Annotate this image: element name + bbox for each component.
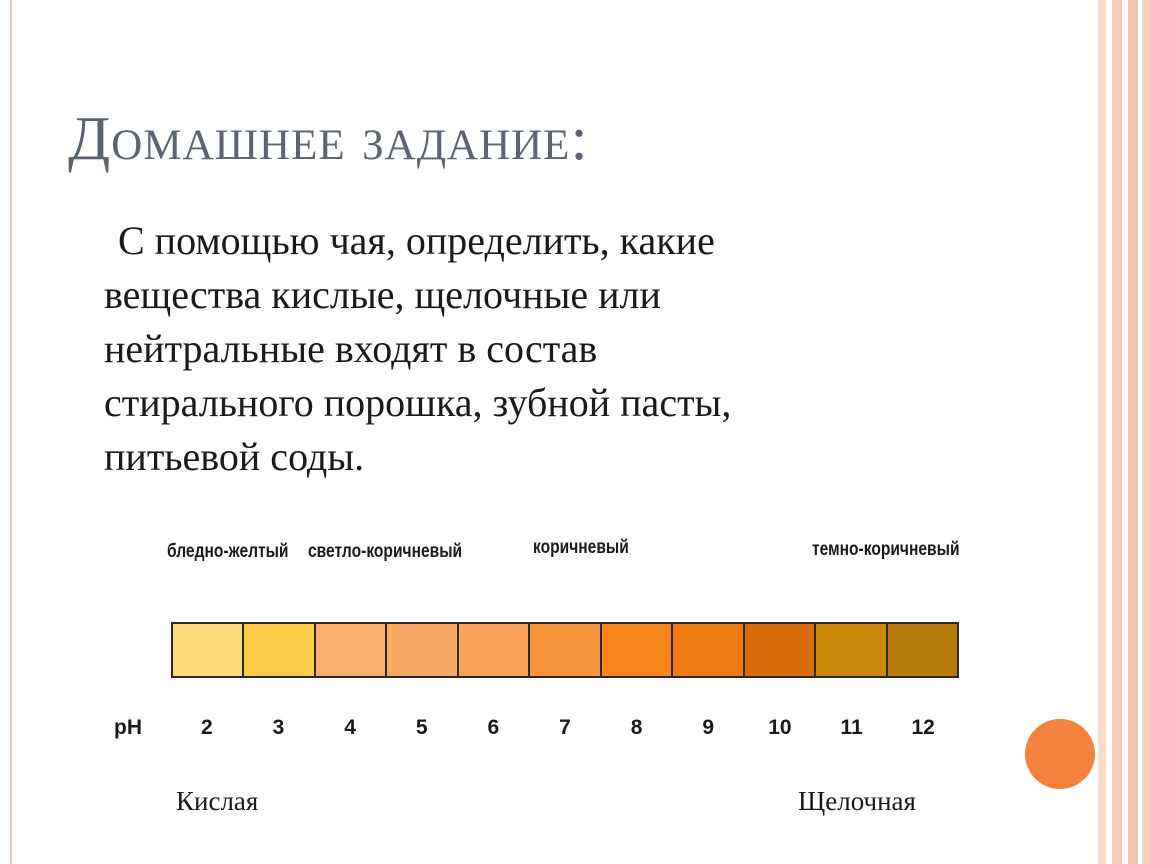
ph-tick-label: 5 <box>415 716 428 739</box>
ph-tick-label: 4 <box>344 716 356 739</box>
ph-axis-label: pH <box>114 716 142 739</box>
ph-color-cell <box>459 624 530 676</box>
slide-title: Домашнее задание: <box>68 105 589 173</box>
body-line: питьевой соды. <box>104 434 365 479</box>
ph-tick-label: 2 <box>200 716 213 739</box>
slide-frame-stripes <box>1098 0 1150 864</box>
ph-tick-label: 9 <box>702 716 715 739</box>
color-label-pale-yellow: бледно-желтый <box>167 541 289 562</box>
ph-tick-label: 8 <box>630 716 643 739</box>
body-line: нейтральные входят в состав <box>104 326 598 371</box>
ph-color-cell <box>530 624 601 676</box>
slide-frame-left <box>10 0 12 864</box>
ph-color-cell <box>602 624 673 676</box>
acidic-label: Кислая <box>176 786 259 816</box>
color-label-light-brown: светло-коричневый <box>308 541 463 562</box>
ph-tick-label: 3 <box>272 716 285 739</box>
ph-tick-label: 12 <box>911 716 935 739</box>
ph-color-cell <box>173 624 244 676</box>
ph-tick-label: 11 <box>840 716 863 739</box>
ph-tick-label: 6 <box>487 716 500 739</box>
ph-color-cell <box>387 624 458 676</box>
ph-color-cell <box>888 624 957 676</box>
body-line: стирального порошка, зубной пасты, <box>104 380 732 425</box>
ph-tick-label: 7 <box>559 716 571 739</box>
ph-color-cell <box>673 624 744 676</box>
ph-tick-label: 10 <box>768 716 792 739</box>
ph-color-cell <box>244 624 315 676</box>
ph-color-scale <box>171 622 959 678</box>
alkaline-label: Щелочная <box>798 786 916 816</box>
slide-body <box>104 214 944 484</box>
ph-color-cell <box>816 624 887 676</box>
color-label-dark-brown: темно-коричневый <box>812 539 960 560</box>
ph-color-cell <box>316 624 387 676</box>
color-label-brown: коричневый <box>533 537 629 558</box>
decorative-circle <box>1025 719 1095 789</box>
ph-color-cell <box>745 624 816 676</box>
body-line: вещества кислые, щелочные или <box>104 272 661 317</box>
body-line: С помощью чая, определить, какие <box>118 218 715 263</box>
